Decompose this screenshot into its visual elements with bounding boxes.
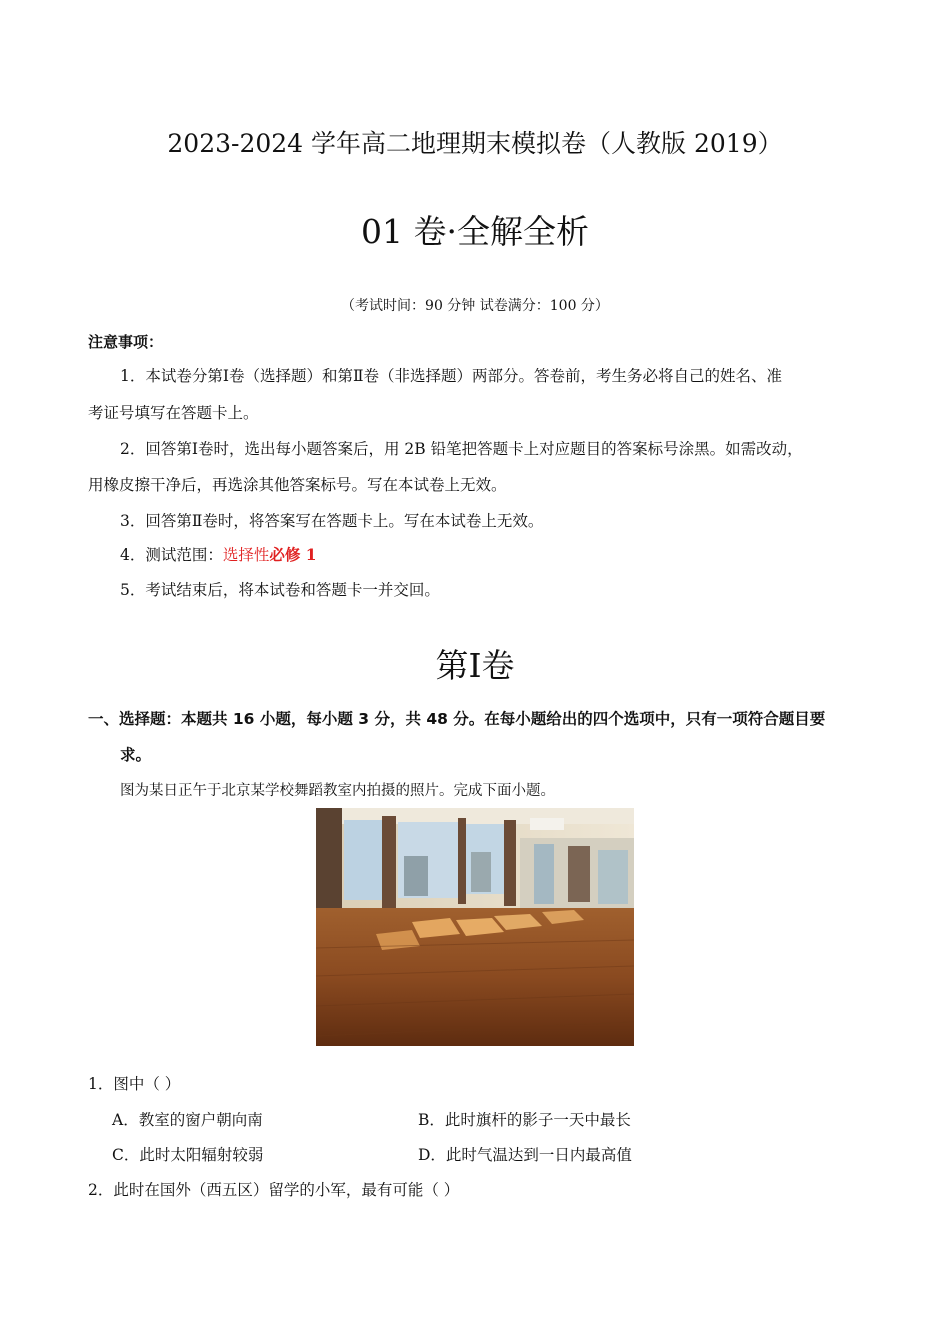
question-1-option-a: A．教室的窗户朝向南 [112,1111,263,1129]
question-2-stem: 2．此时在国外（西五区）留学的小军，最有可能（ ） [88,1181,460,1199]
question-1-option-d: D．此时气温达到一日内最高值 [418,1146,632,1164]
exam-meta: （考试时间：90 分钟 试卷满分：100 分） [341,298,609,314]
notice-item-4 [120,543,317,565]
document-title: 2023-2024 学年高二地理期末模拟卷（人教版 2019） [167,129,783,158]
notice-item-4-prefix: 4．测试范围： [120,546,223,564]
section-heading-line-1: 一、选择题：本题共 16 小题，每小题 3 分，共 48 分。在每小题给出的四个选项中，只有一项符合题目要 [88,710,826,728]
test-scope-red: 选择性 [222,546,270,564]
question-intro: 图为某日正午于北京某学校舞蹈教室内拍摄的照片。完成下面小题。 [120,783,555,799]
notice-item-3: 3．回答第Ⅱ卷时，将答案写在答题卡上。写在本试卷上无效。 [120,512,544,530]
document-subtitle: 01 卷·全解全析 [361,212,589,251]
notice-item-1-line-2: 考证号填写在答题卡上。 [88,404,259,422]
question-1-option-c: C．此时太阳辐射较弱 [112,1146,264,1164]
notice-item-1-line-1: 1．本试卷分第Ⅰ卷（选择题）和第Ⅱ卷（非选择题）两部分。答卷前，考生务必将自己的姓名、准 [120,367,783,385]
test-scope-red-bold: 必修 1 [269,545,317,564]
notice-item-2-line-2: 用橡皮擦干净后，再选涂其他答案标号。写在本试卷上无效。 [88,476,507,494]
dance-classroom-photo [316,808,634,1046]
section-title: 第Ⅰ卷 [435,646,515,685]
notice-heading: 注意事项： [88,333,164,351]
notice-item-2-line-1: 2．回答第Ⅰ卷时，选出每小题答案后，用 2B 铅笔把答题卡上对应题目的答案标号涂黑。如需改动， [120,440,803,458]
section-heading-line-2: 求。 [120,746,152,764]
question-1-option-b: B．此时旗杆的影子一天中最长 [418,1111,631,1129]
notice-item-5: 5．考试结束后，将本试卷和答题卡一并交回。 [120,581,440,599]
question-1-stem: 1．图中（ ） [88,1075,181,1093]
